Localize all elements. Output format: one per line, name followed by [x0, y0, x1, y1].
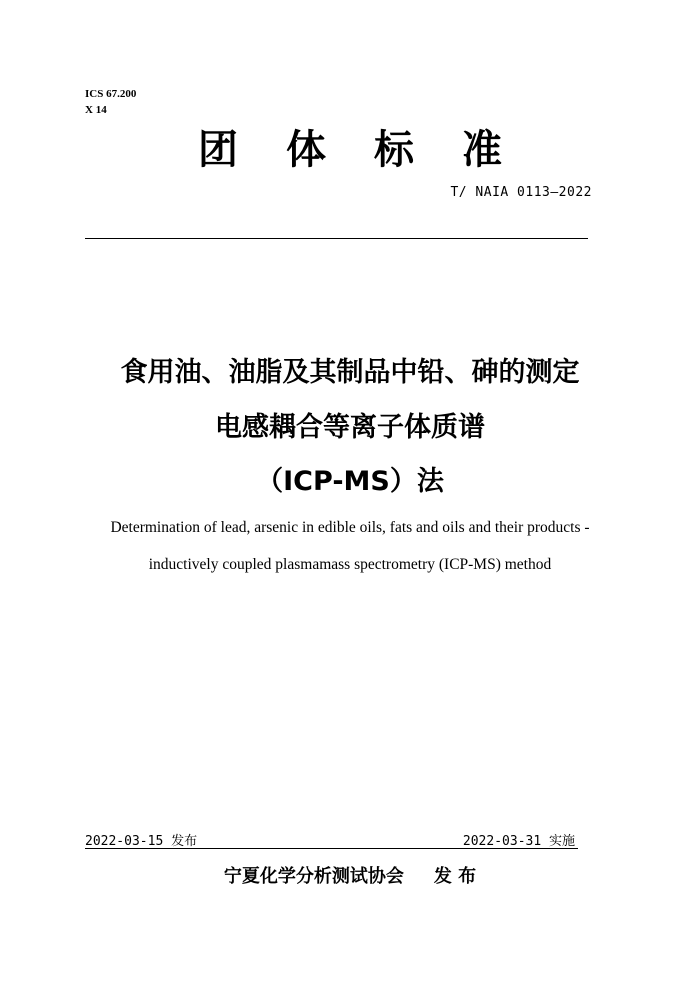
standard-number: T/ NAIA 0113—2022 — [450, 185, 592, 200]
document-type-heading — [0, 124, 700, 176]
doc-type-char-2: 体 — [286, 127, 326, 173]
title-cn-line-1: 食用油、油脂及其制品中铅、砷的测定 — [120, 357, 580, 388]
publisher-organization: 宁夏化学分析测试协会 — [223, 866, 404, 887]
title-en-line-1: Determination of lead, arsenic in edible oils, fats and oils and their products - — [110, 519, 590, 536]
issue-date: 2022-03-15 发布 — [85, 834, 198, 849]
ccs-code: X 14 — [85, 104, 107, 116]
doc-type-char-1: 团 — [198, 127, 238, 173]
doc-type-char-4: 准 — [462, 127, 502, 173]
title-en-line-2: inductively coupled plasmamass spectrometry (ICP-MS) method — [148, 556, 552, 573]
footer-divider — [85, 848, 578, 849]
publisher-line — [0, 865, 700, 889]
dates-row — [85, 830, 575, 850]
publish-action: 发 布 — [433, 866, 477, 887]
header-divider — [85, 238, 588, 239]
classification-codes — [85, 86, 136, 118]
implementation-date: 2022-03-31 实施 — [462, 834, 575, 849]
title-cn-line-2: 电感耦合等离子体质谱 — [215, 412, 485, 443]
doc-type-char-3: 标 — [374, 127, 414, 173]
ics-code: ICS 67.200 — [85, 88, 137, 100]
title-cn-line-3: （ICP-MS）法 — [256, 466, 444, 497]
